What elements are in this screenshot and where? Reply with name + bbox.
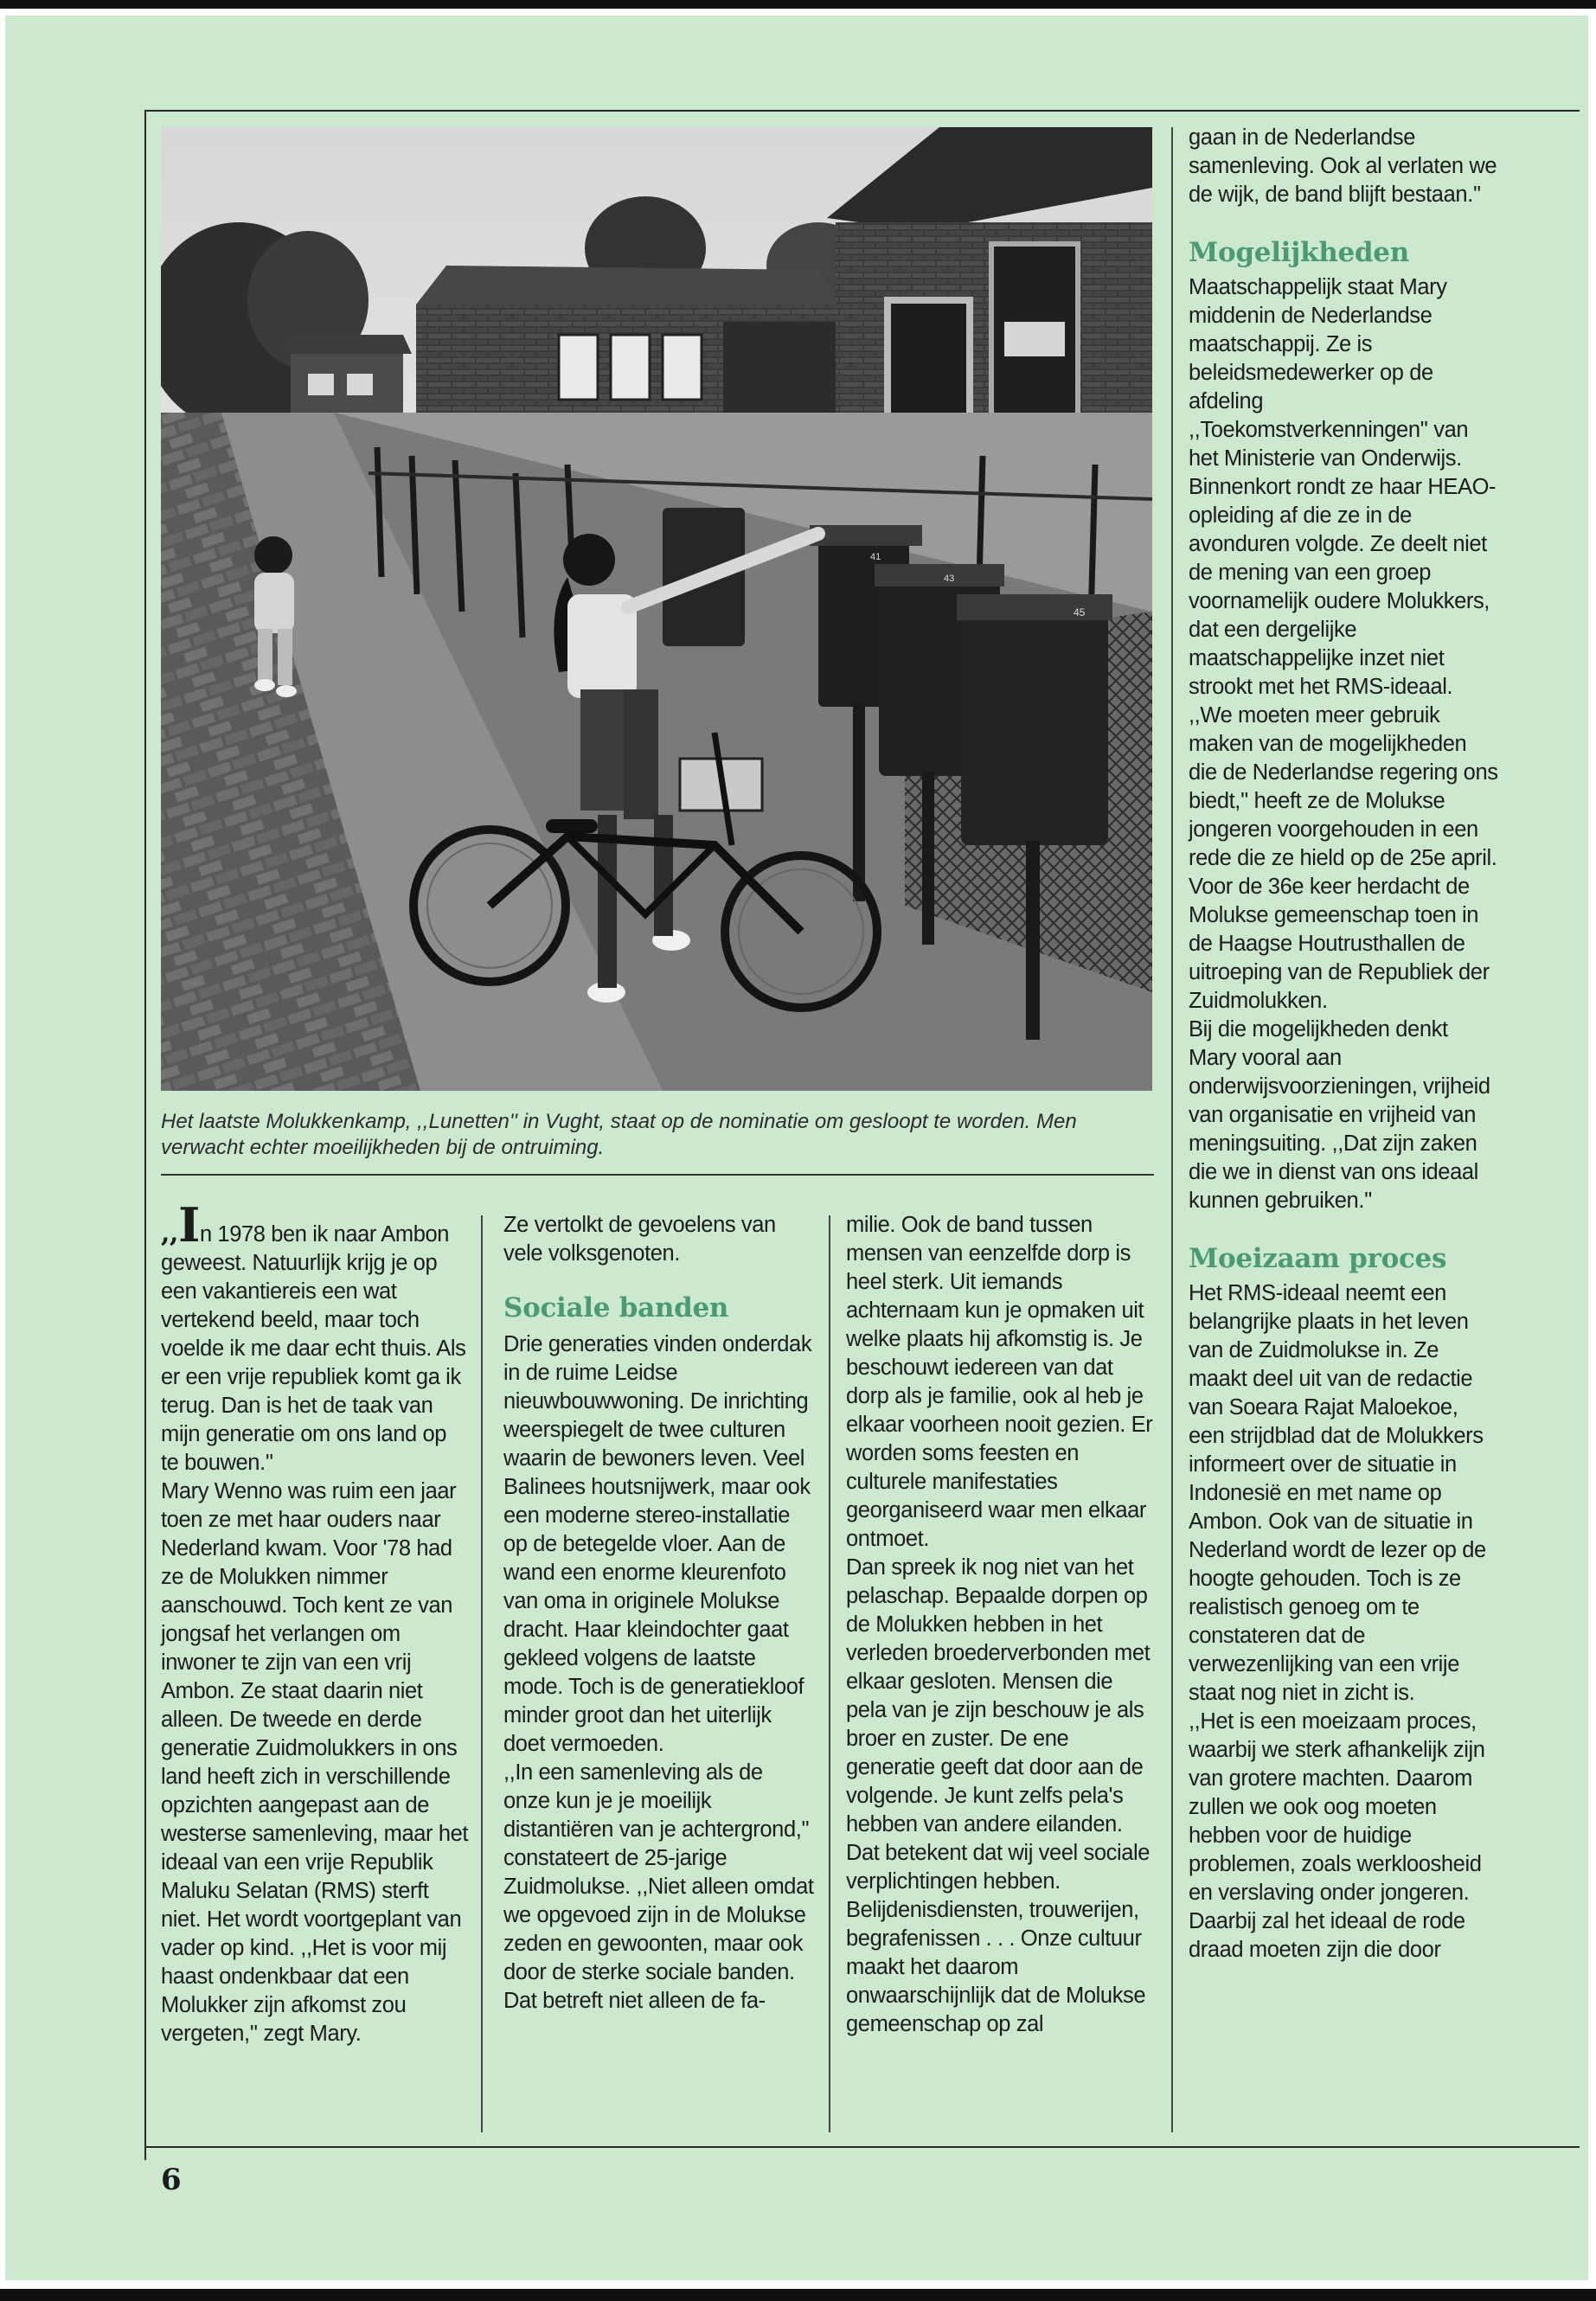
scan-edge-bottom [0,2289,1596,2301]
article-column-1 [161,1197,469,2048]
paragraph: Het RMS-ideaal neemt een belangrijke plaats in het leven van de Zuidmolukse in. Ze maakt deel uit van de redactie van Soeara Rajat Maloekoe, een strijdblad dat de Molukkers informeert over de situatie in Indonesië en met name op Ambon. Ook van de situatie in Nederland wordt de lezer op de hoogte gehouden. Toch is ze realistisch genoeg om te constateren dat de verwezenlijking van een vrije staat nog niet in zicht is. [1189,1281,1486,1705]
article-column-3 [846,1211,1157,2039]
dropcap-quote: ,, [161,1218,179,1248]
column-rule-1 [481,1215,483,2132]
paragraph: ,,Het is een moeizaam proces, waarbij we sterk afhankelijk zijn van grotere machten. Daarom zullen we ook oog moeten hebben voor de huidige problemen, zoals werkloosheid en verslaving onder jongeren. Daarbij zal het ideaal de rode draad moeten zijn die door [1189,1709,1485,1962]
paragraph: milie. Ook de band tussen mensen van eenzelfde dorp is heel sterk. Uit iemands achternaam kun je opmaken uit welke plaats hij afkomstig is. Je beschouwt iedereen van dat dorp als je familie, ook al heb je elkaar voorheen nooit gezien. Er worden soms feesten en culturele manifestaties georganiseerd waar men elkaar ontmoet. [846,1213,1153,1551]
paragraph: Mary Wenno was ruim een jaar toen ze met haar ouders naar Nederland kwam. Voor '78 had ze de Molukken nimmer aanschouwd. Toch kent ze van jongsaf het verlangen om inwoner te zijn van een vrij Ambon. Ze staat daarin niet alleen. De tweede en derde generatie Zuidmolukkers in ons land heeft zich in verschillende opzichten aangepast aan de westerse samenleving, maar het ideaal van een vrije Republik Maluku Selatan (RMS) sterft niet. Het wordt voortgeplant van vader op kind. ,,Het is voor mij haast ondenkbaar dat een Molukker zijn afkomst zou vergeten,'' zegt Mary. [161,1479,469,2046]
frame-rule-top [144,110,1580,112]
opening-text: n 1978 ben ik naar Ambon geweest. Natuurlijk krijg je op een vakantiereis een wat vertekend beeld, maar toch voelde ik me daar echt thuis. Als er een vrije republiek komt ga ik terug. Dan is het de taak van mijn generatie om ons land op te bouwen.'' [161,1222,466,1475]
paragraph: ,,In een samenleving als de onze kun je je moeilijk distantiëren van je achtergrond,'' constateert de 25-jarige Zuidmolukse. ,,Niet alleen omdat we opgevoed zijn in de Molukse zeden en gewoonten, maar ook door de sterke sociale banden. Dat betreft niet alleen de fa- [503,1760,814,2013]
subheading-moeizaam-proces: Moeizaam proces [1189,1243,1447,1274]
paragraph: Bij die mogelijkheden denkt Mary vooral aan onderwijsvoorzieningen, vrijheid van organisatie en vrijheid van meningsuiting. ,,Dat zijn zaken die we in dienst van ons ideaal kunnen gebruiken.'' [1189,1017,1490,1213]
paragraph: Maatschappelijk staat Mary middenin de Nederlandse maatschappij. Ze is beleidsmedewerker op de afdeling ,,Toekomstverkenningen'' van het Ministerie van Onderwijs. Binnenkort rondt ze haar HEAO-opleiding af die ze in de avonduren volgde. Ze deelt niet de mening van een groep voornamelijk oudere Molukkers, dat een dergelijke maatschappelijke inzet niet strookt met het RMS-ideaal. [1189,275,1497,699]
opening-paragraph [161,1197,469,1477]
dropcap-letter: I [178,1197,200,1253]
article-column-2 [503,1211,815,2016]
photo-illustration [161,127,1152,1091]
column-rule-3 [1171,127,1173,2132]
page-number: 6 [161,2163,182,2197]
article-column-4 [1189,124,1498,1965]
paragraph: ,,We moeten meer gebruik maken van de mogelijkheden die de Nederlandse regering ons biedt,'' heeft ze de Molukse jongeren voorgehouden in een rede die ze hield op de 25e april. Voor de 36e keer herdacht de Molukse gemeenschap toen in de Haagse Houtrusthallen de uitroeping van de Republiek der Zuidmolukken. [1189,703,1498,1013]
paragraph: Ze vertolkt de gevoelens van vele volksgenoten. [503,1213,776,1266]
paragraph: Drie generaties vinden onderdak in de ruime Leidse nieuwbouwwoning. De inrichting weerspiegelt de twee culturen waarin de bewoners leven. Veel Balinees houtsnijwerk, maar ook een moderne stereo-installatie op de betegelde vloer. Aan de wand een enorme kleurenfoto van oma in originele Molukse dracht. Haar kleindochter gaat gekleed volgens de laatste mode. Toch is de generatiekloof minder groot dan het uiterlijk doet vermoeden. [503,1332,812,1756]
frame-rule-bottom [144,2146,1580,2148]
paragraph: gaan in de Nederlandse samenleving. Ook al verlaten we de wijk, de band blijft bestaan.'' [1189,125,1497,207]
column-rule-2 [829,1215,830,2132]
mailbox-number-1: 41 [870,552,881,562]
mailbox-number-2: 43 [944,574,955,584]
frame-rule-left [144,110,146,2160]
subheading-sociale-banden: Sociale banden [503,1292,729,1324]
mailbox-number-3: 45 [1074,606,1086,619]
scan-edge-top [0,0,1596,9]
photo-lunetten-camp [161,127,1152,1091]
subheading-mogelijkheden: Mogelijkheden [1189,237,1409,268]
caption-rule [161,1174,1154,1176]
paragraph: Dan spreek ik nog niet van het pelaschap. Bepaalde dorpen op de Molukken hebben in het verleden broederverbonden met elkaar gesloten. Mensen die pela van je zijn beschouw je als broer en zuster. De ene generatie geeft dat door aan de volgende. Je kunt zelfs pela's hebben van andere eilanden. Dat betekent dat wij veel sociale verplichtingen hebben. Belijdenisdiensten, trouwerijen, begrafenissen . . . Onze cultuur maakt het daarom onwaarschijnlijk dat de Molukse gemeenschap op zal [846,1555,1151,2036]
photo-caption: Het laatste Molukkenkamp, ,,Lunetten'' in Vught, staat op de nominatie om gesloopt te worden. Men verwacht echter moeilijkheden bij de ontruiming. [161,1110,1077,1159]
